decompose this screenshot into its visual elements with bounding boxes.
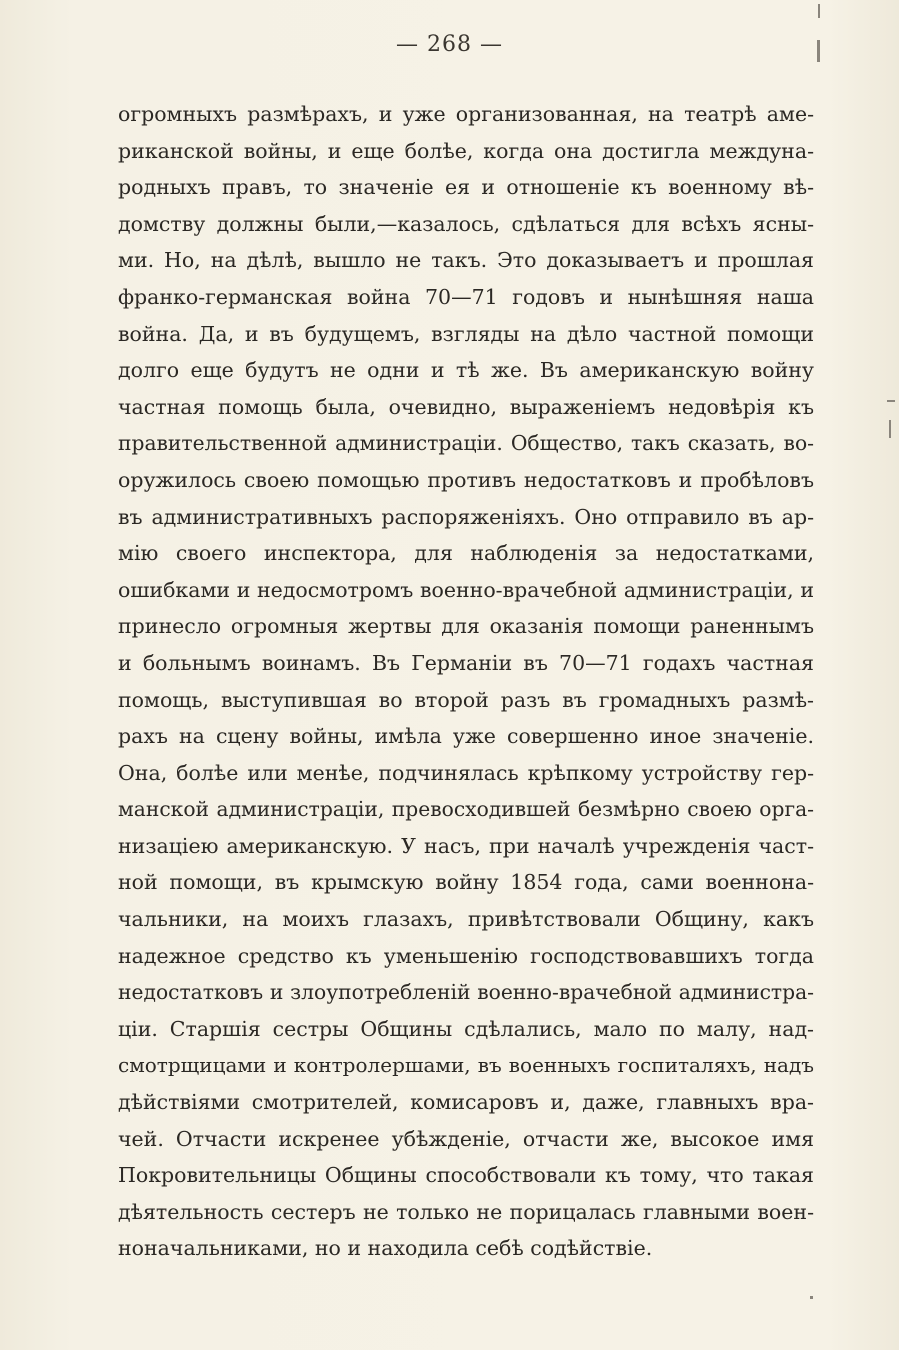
- text-line: частная помощь была, очевидно, выраженiемъ недовѣрiя къ: [118, 394, 814, 419]
- text-line: низацiею американскую. У насъ, при началѣ учрежденiя част-: [118, 833, 814, 858]
- body-text: [118, 96, 814, 1267]
- text-line: цiи. Старшiя сестры Общины сдѣлались, мало по малу, над-: [118, 1016, 814, 1041]
- text-line: рахъ на сцену войны, имѣла уже совершенно иное значенiе.: [118, 724, 814, 749]
- text-line: помощь, выступившая во второй разъ въ громадныхъ размѣ-: [118, 687, 814, 712]
- text-line: чальники, на моихъ глазахъ, привѣтствовали Общину, какъ: [118, 907, 814, 932]
- text-line: ми. Но, на дѣлѣ, вышло не такъ. Это доказываетъ и прошлая: [118, 248, 814, 273]
- text-line: Она, болѣе или менѣе, подчинялась крѣпкому устройству гер-: [118, 760, 814, 785]
- text-line: мiю своего инспектора, для наблюденiя за недостатками,: [118, 541, 814, 566]
- page-number: — 268 —: [396, 32, 503, 57]
- text-line: риканской войны, и еще болѣе, когда она достигла междуна-: [118, 138, 814, 163]
- text-line: чей. Отчасти искренее убѣжденiе, отчасти же, высокое имя: [118, 1126, 814, 1151]
- scan-speck: [889, 420, 891, 438]
- text-line: смотрщицами и контролершами, въ военныхъ госпиталяхъ, надъ: [118, 1053, 814, 1078]
- text-line: ноначальниками, но и находила себѣ содѣйствiе.: [118, 1236, 653, 1261]
- text-line: дѣйствiями смотрителей, комисаровъ и, даже, главныхъ вра-: [118, 1090, 814, 1115]
- text-line: въ административныхъ распоряженiяхъ. Оно отправило въ ар-: [118, 504, 814, 529]
- text-line: война. Да, и въ будущемъ, взгляды на дѣло частной помощи: [118, 321, 814, 346]
- text-line: огромныхъ размѣрахъ, и уже организованная, на театрѣ аме-: [118, 102, 814, 126]
- text-line: ной помощи, въ крымскую войну 1854 года, сами военнона-: [118, 870, 814, 895]
- scan-speck: [818, 4, 820, 18]
- text-line: Покровительницы Общины способствовали къ тому, что такая: [118, 1163, 814, 1188]
- text-line: дѣятельность сестеръ не только не порицалась главными воен-: [118, 1199, 814, 1224]
- text-line: франко-германская война 70—71 годовъ и нынѣшняя наша: [118, 284, 814, 309]
- text-line: недостатковъ и злоупотребленiй военно-врачебной администра-: [118, 980, 814, 1005]
- scan-speck: [887, 400, 895, 402]
- text-line: надежное средство къ уменьшенiю господствовавшихъ тогда: [118, 943, 814, 968]
- text-line: родныхъ правъ, то значенiе ея и отношенiе къ военному вѣ-: [118, 175, 814, 200]
- text-line: принесло огромныя жертвы для оказанiя помощи раненнымъ: [118, 614, 814, 639]
- text-line: ошибками и недосмотромъ военно-врачебной администрацiи, и: [118, 577, 814, 602]
- text-line: манской администрацiи, превосходившей безмѣрно своею орга-: [118, 797, 814, 822]
- scan-speck: [817, 40, 820, 62]
- scan-speck: [810, 1296, 813, 1299]
- text-line: правительственной администрацiи. Общество, такъ сказать, во-: [118, 431, 814, 456]
- text-line: оружилось своею помощью противъ недостатковъ и пробѣловъ: [118, 467, 814, 492]
- text-line: и больнымъ воинамъ. Въ Германiи въ 70—71 годахъ частная: [118, 650, 814, 675]
- text-line: домству должны были,—казалось, сдѣлаться для всѣхъ ясны-: [118, 211, 814, 236]
- text-line: долго еще будутъ не одни и тѣ же. Въ американскую войну: [118, 358, 814, 383]
